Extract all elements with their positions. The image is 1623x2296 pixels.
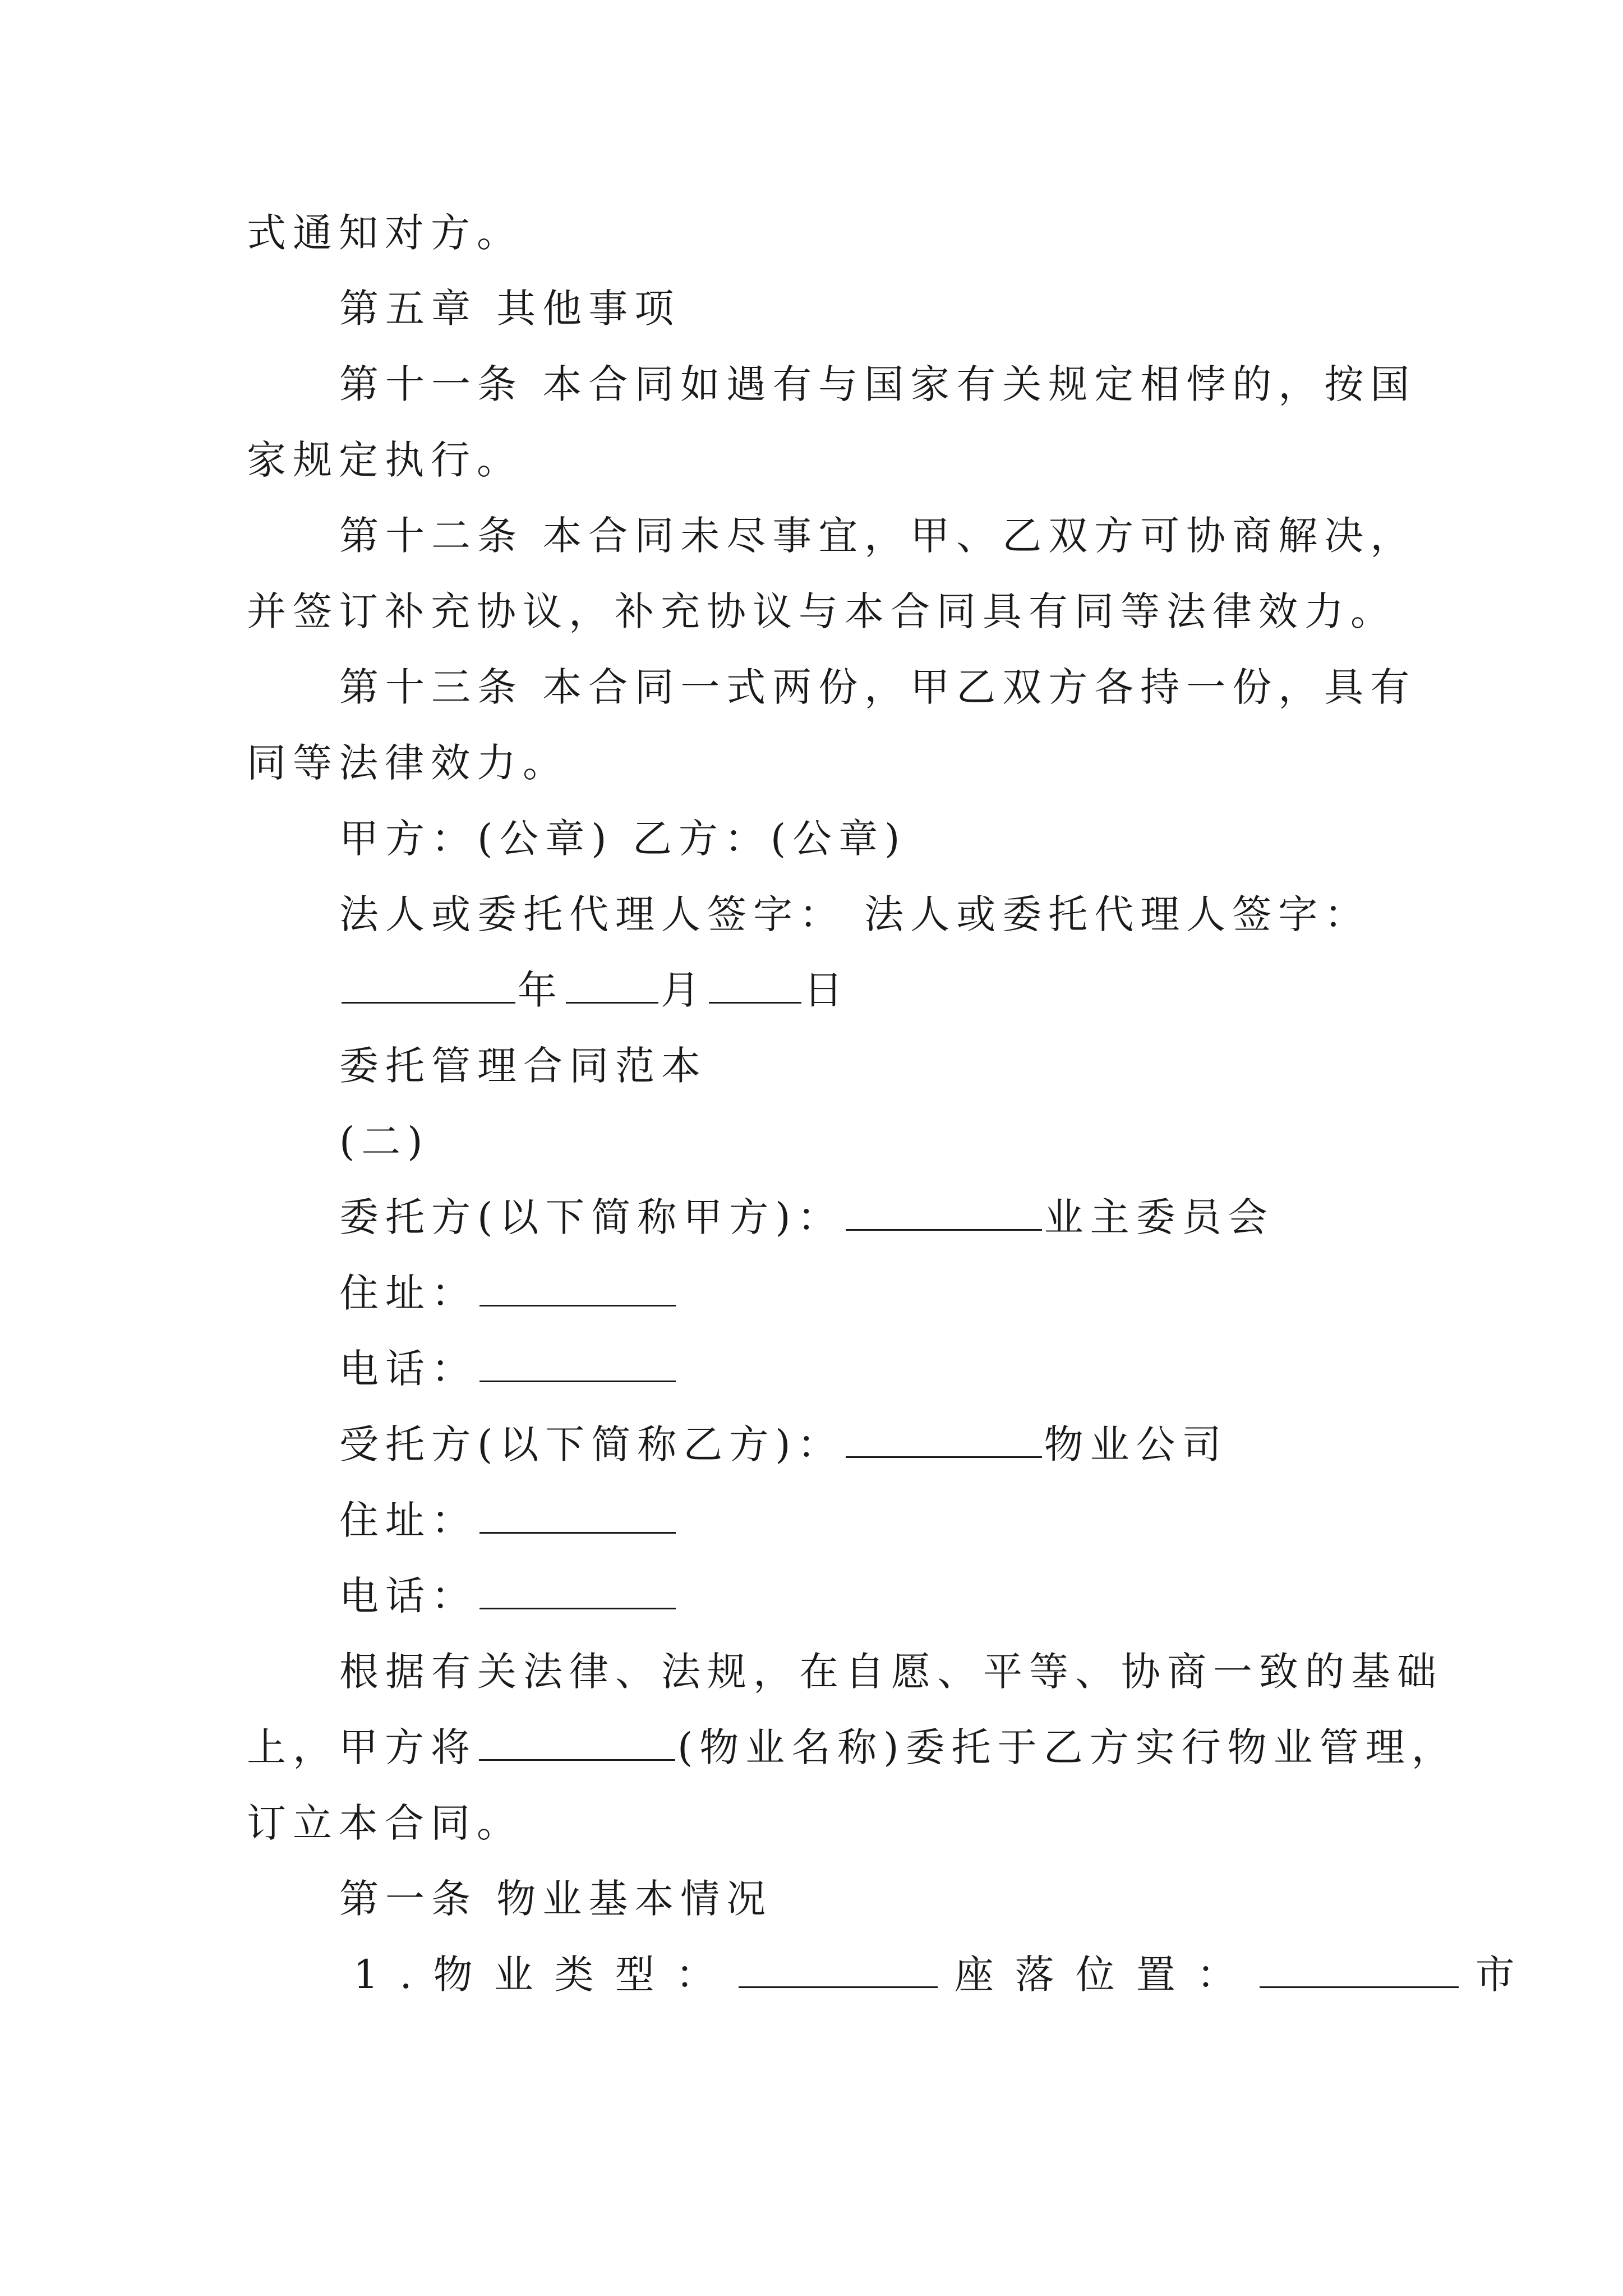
preamble-line-3: 订立本合同。	[247, 1800, 523, 1846]
party-b-suffix: 物业公司	[1044, 1421, 1228, 1467]
party-a-phone-line	[339, 1343, 678, 1394]
party-b-line	[339, 1419, 1228, 1470]
preamble-line-2	[247, 1722, 1458, 1773]
city-label: 市	[1475, 1952, 1536, 1998]
party-a-phone-blank[interactable]	[479, 1348, 676, 1382]
chapter-heading: 第五章 其他事项	[339, 286, 681, 332]
article-heading: 第一条 物业基本情况	[339, 1876, 773, 1922]
contract-title: 委托管理合同范本	[339, 1043, 707, 1089]
party-a-line	[339, 1192, 1274, 1243]
preamble-line-1: 根据有关法律、法规，在自愿、平等、协商一致的基础	[339, 1649, 1443, 1695]
address-label: 住址：	[339, 1497, 477, 1543]
party-a-label: 委托方(以下简称甲方)：	[339, 1194, 843, 1240]
text-line: 第十一条 本合同如遇有与国家有关规定相悖的，按国	[339, 361, 1417, 407]
phone-label: 电话：	[339, 1346, 477, 1392]
date-line	[339, 965, 850, 1015]
text-line: 同等法律效力。	[247, 740, 569, 786]
party-b-address-line	[339, 1495, 678, 1545]
location-blank[interactable]	[1260, 1954, 1459, 1988]
year-blank[interactable]	[342, 969, 515, 1004]
party-a-address-line	[339, 1268, 678, 1318]
text-line: 第十三条 本合同一式两份，甲乙双方各持一份，具有	[339, 664, 1417, 710]
property-type-label: 1.物业类型：	[353, 1952, 736, 1998]
party-b-phone-line	[339, 1571, 678, 1621]
party-b-name-blank[interactable]	[846, 1424, 1042, 1458]
day-blank[interactable]	[709, 969, 801, 1004]
party-a-suffix: 业主委员会	[1044, 1194, 1274, 1240]
property-name-blank[interactable]	[479, 1727, 675, 1761]
party-b-label: 受托方(以下简称乙方)：	[339, 1421, 843, 1467]
month-label: 月	[661, 967, 707, 1013]
preamble-prefix: 上，甲方将	[247, 1724, 477, 1770]
text-line: 式通知对方。	[247, 210, 523, 256]
party-a-name-blank[interactable]	[846, 1197, 1042, 1231]
party-a-address-blank[interactable]	[479, 1272, 676, 1306]
party-b-phone-blank[interactable]	[479, 1575, 676, 1609]
text-line: 并签订补充协议，补充协议与本合同具有同等法律效力。	[247, 588, 1396, 634]
article-item-line	[353, 1949, 1536, 2000]
month-blank[interactable]	[566, 969, 658, 1004]
phone-label: 电话：	[339, 1573, 477, 1619]
text-line: 第十二条 本合同未尽事宜，甲、乙双方可协商解决，	[339, 513, 1417, 559]
day-label: 日	[804, 967, 850, 1013]
year-label: 年	[518, 967, 564, 1013]
preamble-suffix: (物业名称)委托于乙方实行物业管理，	[677, 1724, 1458, 1770]
property-type-blank[interactable]	[739, 1954, 938, 1988]
location-label: 座落位置：	[954, 1952, 1257, 1998]
signature-line: 法人或委托代理人签字： 法人或委托代理人签字：	[339, 891, 1371, 937]
seal-line: 甲方：(公章) 乙方：(公章)	[339, 816, 907, 862]
party-b-address-blank[interactable]	[479, 1499, 676, 1534]
address-label: 住址：	[339, 1270, 477, 1316]
text-line: 家规定执行。	[247, 437, 523, 483]
contract-subtitle: (二)	[339, 1119, 430, 1165]
